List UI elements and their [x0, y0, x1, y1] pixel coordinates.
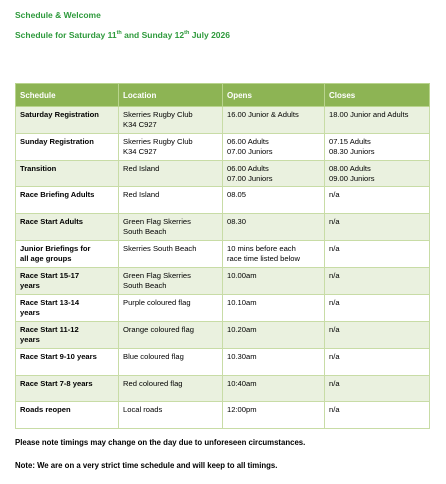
- table-header-row: [16, 84, 430, 107]
- cell-text-line: Junior Briefings for: [20, 244, 91, 253]
- cell-schedule: Race Briefing Adults: [16, 187, 119, 214]
- cell-text-line: South Beach: [123, 280, 167, 290]
- cell-location: Skerries South Beach: [119, 241, 223, 268]
- cell-text-line: Race Start 15-17: [20, 271, 80, 280]
- table-row: [16, 107, 430, 134]
- column-header-location: Location: [119, 84, 223, 107]
- table-row: [16, 322, 430, 349]
- cell-opens: 12:00pm: [223, 402, 325, 429]
- cell-text-line: 07.15 Adults: [329, 137, 371, 146]
- cell-schedule: Roads reopen: [16, 402, 119, 429]
- cell-text-line: Green Flag Skerries: [123, 217, 191, 226]
- cell-closes: n/a: [325, 402, 430, 429]
- schedule-table-body: [16, 107, 430, 429]
- cell-closes: n/a: [325, 268, 430, 295]
- table-row: [16, 295, 430, 322]
- subtitle-ordinal-2: th: [184, 30, 190, 37]
- cell-schedule: Race Start Adults: [16, 214, 119, 241]
- cell-closes: n/a: [325, 322, 430, 349]
- cell-text-line: 07.00 Juniors: [227, 173, 273, 183]
- cell-closes: 18.00 Junior and Adults: [325, 107, 430, 134]
- cell-text-line: Race Start 13-14: [20, 298, 80, 307]
- cell-text-line: South Beach: [123, 226, 167, 236]
- cell-opens: 10.00am: [223, 268, 325, 295]
- cell-location: Red coloured flag: [119, 376, 223, 402]
- timing-change-note: Please note timings may change on the day due to unforeseen circumstances.: [15, 438, 306, 447]
- cell-schedule: [16, 241, 119, 268]
- cell-opens: 10.30am: [223, 349, 325, 376]
- cell-closes: [325, 161, 430, 187]
- cell-text-line: 09.00 Juniors: [329, 173, 375, 183]
- cell-opens: 10:40am: [223, 376, 325, 402]
- cell-text-line: K34 C927: [123, 119, 157, 129]
- cell-text-line: 10 mins before each: [227, 244, 296, 253]
- cell-text-line: Skerries Rugby Club: [123, 137, 193, 146]
- strict-schedule-note: Note: We are on a very strict time schedule and will keep to all timings.: [15, 461, 278, 470]
- cell-opens: [223, 134, 325, 161]
- cell-text-line: 06.00 Adults: [227, 164, 269, 173]
- schedule-date-heading: [15, 30, 230, 40]
- subtitle-ordinal-1: th: [116, 30, 122, 37]
- cell-schedule: [16, 295, 119, 322]
- cell-location: [119, 134, 223, 161]
- cell-text-line: years: [20, 307, 40, 317]
- cell-text-line: 06.00 Adults: [227, 137, 269, 146]
- cell-closes: [325, 134, 430, 161]
- column-header-closes: Closes: [325, 84, 430, 107]
- cell-text-line: K34 C927: [123, 146, 157, 156]
- cell-opens: 08.30: [223, 214, 325, 241]
- cell-opens: [223, 161, 325, 187]
- table-row: [16, 241, 430, 268]
- cell-location: [119, 214, 223, 241]
- table-row: [16, 402, 430, 429]
- cell-text-line: Race Start 11-12: [20, 325, 79, 334]
- cell-closes: n/a: [325, 376, 430, 402]
- table-row: [16, 214, 430, 241]
- cell-closes: n/a: [325, 214, 430, 241]
- cell-text-line: years: [20, 280, 40, 290]
- cell-text-line: 07.00 Juniors: [227, 146, 273, 156]
- cell-opens: 16.00 Junior & Adults: [223, 107, 325, 134]
- cell-location: Local roads: [119, 402, 223, 429]
- subtitle-part-3: July 2026: [189, 30, 230, 40]
- cell-location: [119, 107, 223, 134]
- cell-text-line: 08.00 Adults: [329, 164, 371, 173]
- cell-location: Orange coloured flag: [119, 322, 223, 349]
- cell-schedule: Sunday Registration: [16, 134, 119, 161]
- cell-text-line: Skerries Rugby Club: [123, 110, 193, 119]
- cell-location: [119, 268, 223, 295]
- subtitle-part-1: Schedule for Saturday 11: [15, 30, 117, 40]
- cell-location: Purple coloured flag: [119, 295, 223, 322]
- table-row: [16, 349, 430, 376]
- cell-closes: n/a: [325, 187, 430, 214]
- cell-location: Red Island: [119, 187, 223, 214]
- page-title: Schedule & Welcome: [15, 10, 101, 20]
- table-row: [16, 268, 430, 295]
- table-row: [16, 161, 430, 187]
- table-row: [16, 376, 430, 402]
- cell-schedule: Transition: [16, 161, 119, 187]
- cell-text-line: Green Flag Skerries: [123, 271, 191, 280]
- subtitle-part-2: and Sunday 12: [121, 30, 185, 40]
- cell-location: Blue coloured flag: [119, 349, 223, 376]
- cell-text-line: race time listed below: [227, 253, 301, 263]
- cell-opens: 10.10am: [223, 295, 325, 322]
- cell-schedule: [16, 268, 119, 295]
- cell-schedule: [16, 322, 119, 349]
- cell-closes: n/a: [325, 295, 430, 322]
- table-row: [16, 187, 430, 214]
- table-row: [16, 134, 430, 161]
- cell-schedule: Race Start 7-8 years: [16, 376, 119, 402]
- schedule-table: [15, 83, 430, 429]
- cell-text-line: Race Start 9-10 years: [20, 352, 97, 361]
- column-header-schedule: Schedule: [16, 84, 119, 107]
- cell-opens: 08.05: [223, 187, 325, 214]
- cell-opens: [223, 241, 325, 268]
- cell-schedule: [16, 349, 119, 376]
- cell-schedule: Saturday Registration: [16, 107, 119, 134]
- cell-text-line: 08.30 Juniors: [329, 146, 375, 156]
- cell-location: Red Island: [119, 161, 223, 187]
- cell-closes: n/a: [325, 349, 430, 376]
- cell-closes: n/a: [325, 241, 430, 268]
- cell-text-line: years: [20, 334, 40, 344]
- column-header-opens: Opens: [223, 84, 325, 107]
- cell-opens: 10.20am: [223, 322, 325, 349]
- cell-text-line: all age groups: [20, 253, 72, 263]
